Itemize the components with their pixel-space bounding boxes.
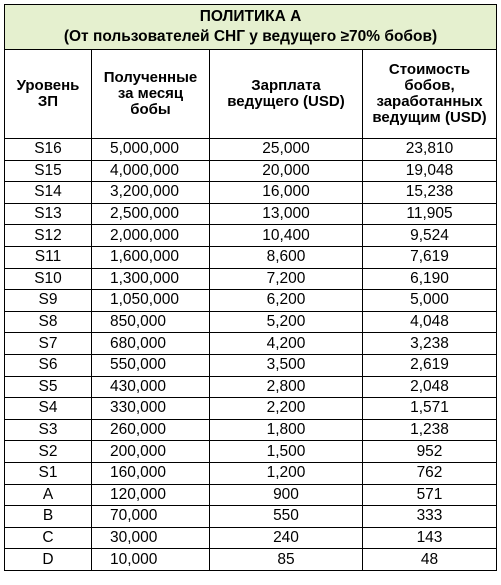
cell-cost: 6,190 [363,268,497,290]
cell-beans: 430,000 [92,376,210,398]
table-row [5,484,497,506]
cell-level: S4 [5,398,92,420]
cell-salary: 240 [210,527,363,549]
table-row [5,333,497,355]
cell-beans: 3,200,000 [92,182,210,204]
header-level: Уровень ЗП [5,50,92,139]
cell-salary: 85 [210,549,363,571]
cell-beans: 1,050,000 [92,290,210,312]
table-row [5,506,497,528]
cell-beans: 2,500,000 [92,203,210,225]
cell-level: S6 [5,354,92,376]
cell-cost: 143 [363,527,497,549]
cell-level: S13 [5,203,92,225]
cell-level: S2 [5,441,92,463]
cell-beans: 5,000,000 [92,139,210,161]
cell-cost: 2,619 [363,354,497,376]
cell-cost: 11,905 [363,203,497,225]
cell-cost: 15,238 [363,182,497,204]
cell-beans: 30,000 [92,527,210,549]
header-beans: Полученные за месяц бобы [92,50,210,139]
header-cost: Стоимость бобов, заработанных ведущим (USD) [363,50,497,139]
table-row [5,246,497,268]
cell-level: S3 [5,419,92,441]
table-row [5,203,497,225]
table-row [5,549,497,571]
cell-salary: 1,800 [210,419,363,441]
cell-cost: 762 [363,462,497,484]
cell-salary: 10,400 [210,225,363,247]
table-row [5,182,497,204]
table-row [5,419,497,441]
cell-level: C [5,527,92,549]
cell-salary: 13,000 [210,203,363,225]
cell-beans: 10,000 [92,549,210,571]
cell-salary: 16,000 [210,182,363,204]
cell-level: A [5,484,92,506]
cell-salary: 1,200 [210,462,363,484]
table-row [5,311,497,333]
cell-level: S14 [5,182,92,204]
cell-cost: 952 [363,441,497,463]
cell-cost: 9,524 [363,225,497,247]
table-row [5,354,497,376]
cell-cost: 2,048 [363,376,497,398]
cell-level: S11 [5,246,92,268]
cell-salary: 2,200 [210,398,363,420]
table-row [5,268,497,290]
cell-salary: 20,000 [210,160,363,182]
cell-beans: 120,000 [92,484,210,506]
table-row [5,462,497,484]
cell-salary: 4,200 [210,333,363,355]
table-row [5,527,497,549]
table-row [5,441,497,463]
table-row [5,290,497,312]
cell-salary: 25,000 [210,139,363,161]
cell-salary: 900 [210,484,363,506]
cell-cost: 19,048 [363,160,497,182]
cell-cost: 571 [363,484,497,506]
cell-beans: 850,000 [92,311,210,333]
cell-level: S8 [5,311,92,333]
table-row [5,139,497,161]
cell-cost: 4,048 [363,311,497,333]
cell-salary: 1,500 [210,441,363,463]
cell-level: S12 [5,225,92,247]
cell-level: B [5,506,92,528]
cell-salary: 550 [210,506,363,528]
cell-cost: 7,619 [363,246,497,268]
cell-level: S9 [5,290,92,312]
cell-level: S15 [5,160,92,182]
header-row [5,50,497,139]
cell-beans: 200,000 [92,441,210,463]
cell-level: S10 [5,268,92,290]
cell-salary: 8,600 [210,246,363,268]
cell-beans: 4,000,000 [92,160,210,182]
cell-level: S16 [5,139,92,161]
policy-table [4,4,497,571]
cell-salary: 6,200 [210,290,363,312]
cell-beans: 70,000 [92,506,210,528]
table-row [5,398,497,420]
cell-level: S1 [5,462,92,484]
cell-salary: 3,500 [210,354,363,376]
cell-level: S5 [5,376,92,398]
cell-salary: 2,800 [210,376,363,398]
cell-beans: 1,600,000 [92,246,210,268]
title-row [5,5,497,50]
cell-cost: 1,571 [363,398,497,420]
cell-cost: 23,810 [363,139,497,161]
cell-cost: 333 [363,506,497,528]
cell-level: D [5,549,92,571]
header-salary: Зарплата ведущего (USD) [210,50,363,139]
cell-cost: 5,000 [363,290,497,312]
title-line-2: (От пользователей СНГ у ведущего ≥70% бобов) [63,28,438,45]
cell-beans: 160,000 [92,462,210,484]
cell-beans: 550,000 [92,354,210,376]
cell-cost: 1,238 [363,419,497,441]
cell-salary: 7,200 [210,268,363,290]
table-row [5,225,497,247]
table-row [5,376,497,398]
cell-beans: 330,000 [92,398,210,420]
cell-cost: 48 [363,549,497,571]
cell-beans: 260,000 [92,419,210,441]
title-line-1: ПОЛИТИКА А [199,8,302,25]
table-row [5,160,497,182]
cell-salary: 5,200 [210,311,363,333]
cell-cost: 3,238 [363,333,497,355]
cell-beans: 680,000 [92,333,210,355]
cell-beans: 2,000,000 [92,225,210,247]
cell-beans: 1,300,000 [92,268,210,290]
table-title [5,5,497,50]
cell-level: S7 [5,333,92,355]
